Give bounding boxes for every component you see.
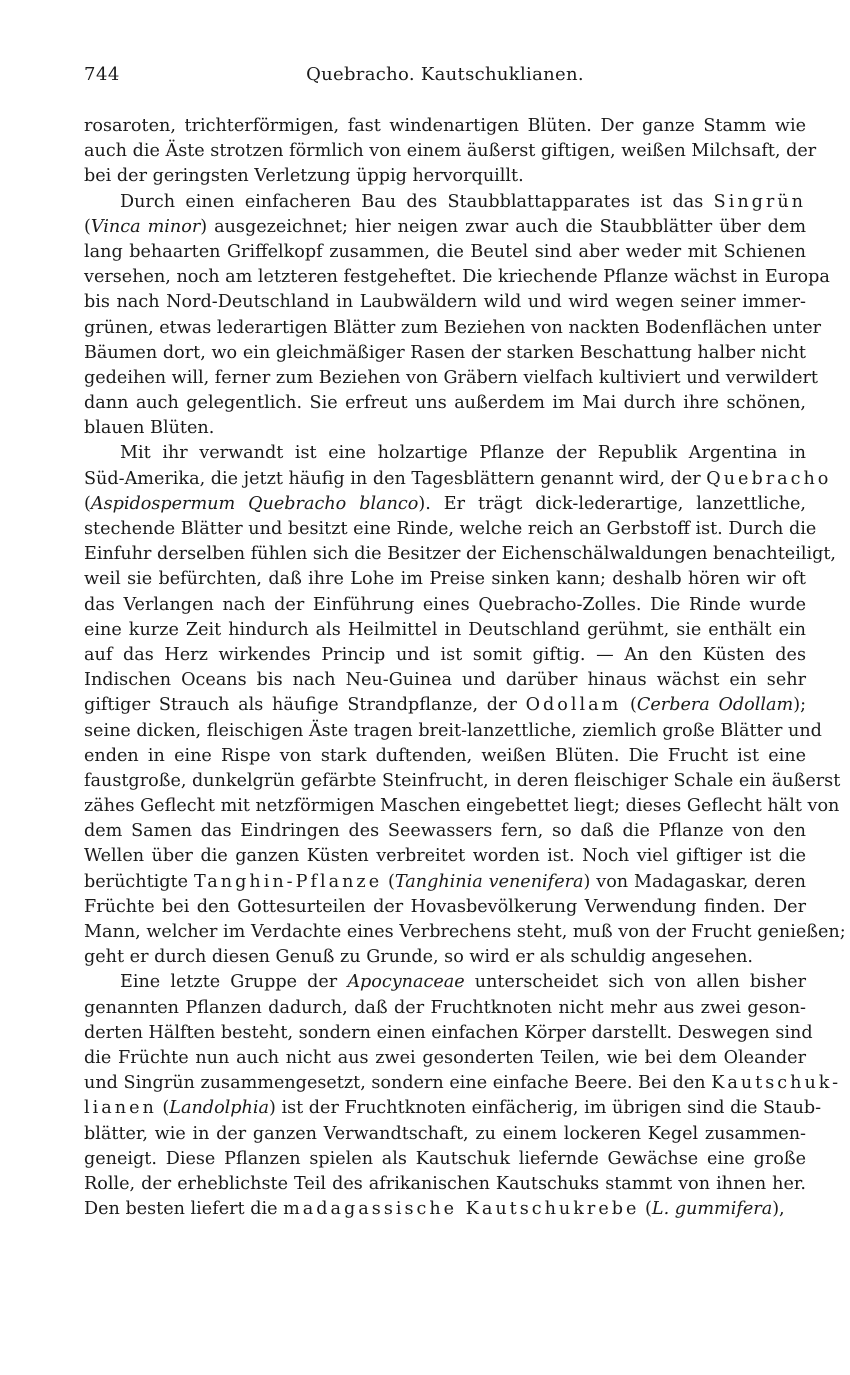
text-run: Früchte bei den Gottesurteilen der Hovasbevölkerung Verwendung finden. Der <box>84 896 806 917</box>
text-run: ) ausgezeichnet; hier neigen zwar auch die Staubblätter über dem <box>200 216 806 237</box>
text-line <box>84 693 806 718</box>
text-run: Den besten liefert die <box>84 1199 284 1220</box>
text-line <box>84 1046 806 1071</box>
text-line <box>84 1197 806 1222</box>
text-line <box>84 920 846 945</box>
spaced-term: lianen <box>84 1098 157 1119</box>
text-line <box>84 1172 806 1197</box>
italic-term: Cerbera Odollam <box>636 695 794 716</box>
text-line <box>84 593 806 618</box>
text-line <box>84 215 806 240</box>
text-run: blauen Blüten. <box>84 418 215 439</box>
text-run: ( <box>156 1098 170 1119</box>
text-line <box>84 567 806 592</box>
spaced-term: Odollam <box>525 695 622 716</box>
body-text <box>84 114 846 1222</box>
text-run: ( <box>84 216 91 237</box>
text-line <box>84 416 806 441</box>
text-line <box>84 1071 842 1096</box>
text-line <box>84 139 817 164</box>
text-run: zähes Geflecht mit netzförmigen Maschen eingebettet liegt; dieses Geflecht hält von <box>84 796 840 817</box>
text-line <box>84 441 806 466</box>
text-line <box>84 794 840 819</box>
text-run: Mann, welcher im Verdachte eines Verbrechens steht, muß von der Frucht genießen; <box>84 922 846 942</box>
text-line <box>84 996 806 1021</box>
text-line <box>84 769 841 794</box>
text-run: bis nach Nord-Deutschland in Laubwäldern wild und wird wegen seiner immer- <box>84 292 806 313</box>
text-line <box>84 290 806 315</box>
italic-term: Vinca minor <box>90 216 201 237</box>
text-line <box>84 164 806 189</box>
text-run: Bäumen dort, wo ein gleichmäßiger Rasen der starken Beschattung halber nicht <box>84 342 806 363</box>
text-run: dann auch gelegentlich. Sie erfreut uns außerdem im Mai durch ihre schönen, <box>84 393 806 414</box>
text-run: ). Er trägt dick-lederartige, lanzettliche, <box>418 493 806 514</box>
text-run: faustgroße, dunkelgrün gefärbte Steinfrucht, in deren fleischiger Schale ein äußerst <box>84 770 841 791</box>
text-run: ( <box>621 695 637 716</box>
text-run: seine dicken, fleischigen Äste tragen breit-lanzettliche, ziemlich große Blätter und <box>84 720 822 741</box>
text-run: Einfuhr derselben fühlen sich die Besitzer der Eichenschälwaldungen benachteiligt, <box>84 544 837 565</box>
text-line <box>84 819 806 844</box>
text-line <box>84 517 817 542</box>
text-run: ( <box>382 871 395 892</box>
text-line <box>84 316 822 341</box>
italic-term: Landolphia <box>169 1098 269 1119</box>
text-run: weil sie befürchten, daß ihre Lohe im Preise sinken kann; deshalb hören wir oft <box>84 569 806 590</box>
text-line <box>84 542 837 567</box>
text-run: und Singrün zusammengesetzt, sondern eine einfache Beere. Bei den <box>84 1073 712 1094</box>
text-line <box>84 945 806 970</box>
text-run: grünen, etwas lederartigen Blätter zum Beziehen von nackten Bodenflächen unter <box>84 317 822 338</box>
text-line <box>84 240 806 265</box>
text-run: stechende Blätter und besitzt eine Rinde, welche reich an Gerbstoff ist. Durch die <box>84 519 817 539</box>
text-run: ) von Madagaskar, deren <box>583 871 806 892</box>
text-line <box>84 668 806 693</box>
text-line <box>84 190 806 215</box>
text-run: lang behaarten Griffelkopf zusammen, die Beutel sind aber weder mit Schienen <box>84 241 806 262</box>
text-line <box>84 970 806 995</box>
text-run: das Verlangen nach der Einführung eines Quebracho-Zolles. Die Rinde wurde <box>84 594 806 615</box>
text-line <box>84 643 806 668</box>
spaced-term: Tanghin-Pflanze <box>193 871 383 892</box>
text-run: dem Samen das Eindringen des Seewassers fern, so daß die Pflanze von den <box>84 821 806 842</box>
text-run: gedeihen will, ferner zum Beziehen von Gräbern vielfach kultiviert und verwildert <box>84 367 818 388</box>
text-line <box>84 1021 813 1046</box>
text-line <box>84 366 818 391</box>
text-run: geht er durch diesen Genuß zu Grunde, so wird er als schuldig angesehen. <box>84 947 754 968</box>
text-line <box>84 492 806 517</box>
text-line <box>84 265 830 290</box>
text-run: auf das Herz wirkendes Princip und ist somit giftig. — An den Küsten des <box>84 644 806 665</box>
spaced-term: Kautschuk- <box>711 1073 842 1094</box>
text-run: bei der geringsten Verletzung üppig hervorquillt. <box>84 166 524 187</box>
text-line <box>84 719 822 744</box>
italic-term: Apocynaceae <box>347 972 465 993</box>
text-line <box>84 1096 822 1121</box>
text-run: geneigt. Diese Pflanzen spielen als Kautschuk liefernde Gewächse eine große <box>84 1148 806 1169</box>
spaced-term: Singrün <box>713 191 806 212</box>
text-run: berüchtigte <box>84 871 194 892</box>
italic-term: Tanghinia venenifera <box>394 871 584 892</box>
text-run: genannten Pflanzen dadurch, daß der Fruchtknoten nicht mehr aus zwei geson- <box>84 997 806 1018</box>
text-line <box>84 114 806 139</box>
text-run: ); <box>793 695 806 716</box>
italic-term: L. gummifera <box>651 1199 773 1220</box>
text-line <box>84 1122 806 1147</box>
text-run: ) ist der Fruchtknoten einfächerig, im übrigen sind die Staub- <box>269 1098 822 1119</box>
text-line <box>84 844 806 869</box>
text-run: ( <box>639 1199 652 1220</box>
text-run: versehen, noch am letzteren festgeheftet. Die kriechende Pflanze wächst in Europa <box>84 267 830 288</box>
text-run: Durch einen einfacheren Bau des Staubblattapparates ist das <box>120 191 714 212</box>
text-run: eine kurze Zeit hindurch als Heilmittel in Deutschland gerühmt, sie enthält ein <box>84 619 806 640</box>
running-title: Quebracho. Kautschuklianen. <box>306 64 584 85</box>
text-run: Indischen Oceans bis nach Neu-Guinea und darüber hinaus wächst ein sehr <box>84 670 806 691</box>
text-run: Wellen über die ganzen Küsten verbreitet worden ist. Noch viel giftiger ist die <box>84 846 806 867</box>
text-line <box>84 618 806 643</box>
text-line <box>84 391 806 416</box>
italic-term: Aspidospermum Quebracho blanco <box>90 493 419 514</box>
text-line <box>84 895 806 920</box>
text-run: derten Hälften besteht, sondern einen einfachen Körper darstellt. Deswegen sind <box>84 1022 813 1043</box>
text-line <box>84 870 806 895</box>
text-line <box>84 744 806 769</box>
page-header <box>84 64 806 90</box>
spaced-term: Quebracho <box>706 468 832 489</box>
spaced-term: madagassische Kautschukrebe <box>283 1199 640 1220</box>
text-run: auch die Äste strotzen förmlich von einem äußerst giftigen, weißen Milchsaft, der <box>84 141 817 162</box>
text-run: Eine letzte Gruppe der <box>120 972 348 993</box>
text-run: Süd-Amerika, die jetzt häufig in den Tagesblättern genannt wird, der <box>84 468 707 489</box>
text-run: unterscheidet sich von allen bisher <box>464 972 806 993</box>
text-run: ), <box>772 1199 785 1220</box>
page-number: 744 <box>84 64 120 85</box>
text-run: blätter, wie in der ganzen Verwandtschaft, zu einem lockeren Kegel zusammen- <box>84 1123 806 1144</box>
text-line <box>84 341 806 366</box>
text-run: giftiger Strauch als häufige Strandpflanze, der <box>84 695 526 716</box>
text-run: die Früchte nun auch nicht aus zwei gesonderten Teilen, wie bei dem Oleander <box>84 1047 806 1068</box>
text-line <box>84 467 832 492</box>
text-run: enden in eine Rispe von stark duftenden, weißen Blüten. Die Frucht ist eine <box>84 745 806 766</box>
text-line <box>84 1147 806 1172</box>
text-run: Mit ihr verwandt ist eine holzartige Pflanze der Republik Argentina in <box>120 443 806 464</box>
text-run: Rolle, der erheblichste Teil des afrikanischen Kautschuks stammt von ihnen her. <box>84 1173 806 1194</box>
text-run: ( <box>84 493 91 514</box>
text-run: rosaroten, trichterförmigen, fast windenartigen Blüten. Der ganze Stamm wie <box>84 116 806 136</box>
